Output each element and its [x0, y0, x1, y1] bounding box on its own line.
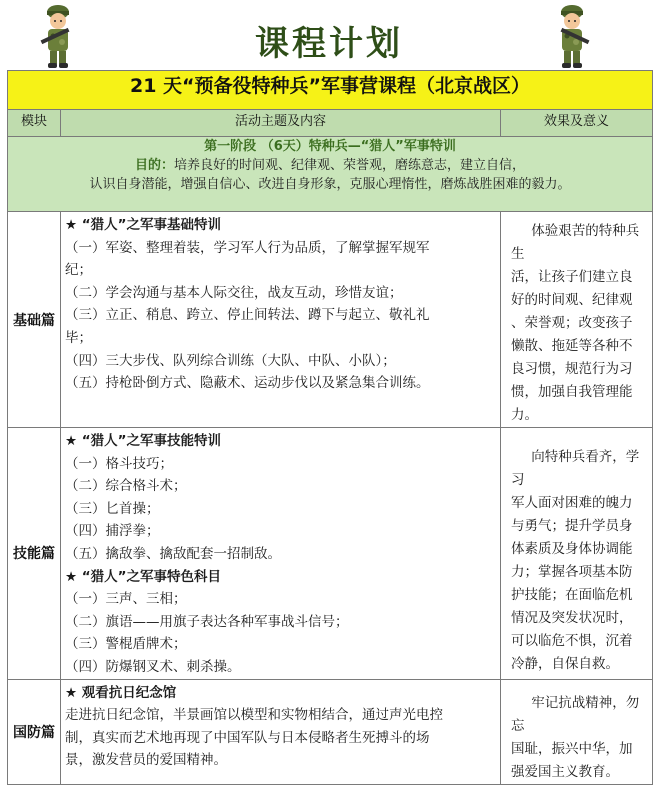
- effect-line: 、荣誉观；改变孩子: [511, 315, 633, 331]
- content-line: 毕；: [65, 329, 92, 346]
- effect-line: 力。: [511, 407, 538, 423]
- content-line: （二）学会沟通与基本人际交往，战友互动，珍惜友谊；: [65, 284, 403, 301]
- stage-row: [8, 137, 653, 212]
- table-row-skills: [8, 428, 653, 680]
- section-heading: ★ “猎人”之军事特色科目: [65, 568, 222, 585]
- column-header-effect: 效果及意义: [501, 110, 653, 137]
- content-line: （五）擒敌拳、擒敌配套一招制敌。: [65, 545, 281, 562]
- goal-text: 培养良好的时间观、纪律观、荣誉观，磨练意志，建立自信，: [174, 158, 526, 173]
- effect-line: 牢记抗战精神，勿忘: [511, 694, 640, 734]
- content-line: （一）三声、三相；: [65, 591, 187, 608]
- effect-cell: [501, 679, 653, 784]
- table-title: 21 天“预备役特种兵”军事营课程（北京战区）: [8, 71, 653, 110]
- table-row-basic: [8, 212, 653, 428]
- content-line: （二）旗语——用旗子表达各种军事战斗信号；: [65, 613, 349, 630]
- effect-cell: [501, 428, 653, 680]
- content-line: （一）军姿、整理着装，学习军人行为品质，了解掌握军规军: [65, 239, 430, 256]
- content-cell: [61, 212, 501, 428]
- effect-line: 体验艰苦的特种兵生: [511, 223, 640, 262]
- content-line: 走进抗日纪念馆，半景画馆以模型和实物相结合，通过声光电控: [65, 707, 443, 724]
- header: [0, 0, 658, 70]
- soldier-icon: [550, 2, 594, 70]
- course-table: [7, 70, 653, 785]
- content-line: （四）三大步伐、队列综合训练（大队、中队、小队）；: [65, 352, 396, 369]
- effect-line: 军人面对困难的魄力: [511, 495, 633, 511]
- stage-title: 第一阶段 （6天）特种兵—“猎人”军事特训: [204, 139, 456, 154]
- effect-line: 力；掌握各项基本防: [511, 564, 633, 580]
- effect-line: 强爱国主义教育。: [511, 763, 619, 780]
- module-label: 国防篇: [8, 679, 61, 784]
- effect-line: 良习惯，规范行为习: [511, 361, 633, 377]
- effect-line: 与勇气；提升学员身: [511, 518, 633, 534]
- effect-line: 体素质及身体协调能: [511, 541, 633, 557]
- goal-label: 目的：: [134, 158, 174, 173]
- column-header-row: [8, 110, 653, 137]
- content-cell: [61, 679, 501, 784]
- effect-line: 懒散、拖延等各种不: [511, 338, 633, 354]
- effect-line: 可以临危不惧，沉着: [511, 633, 633, 649]
- section-heading: ★ “猎人”之军事技能特训: [65, 433, 222, 449]
- effect-line: 国耻，振兴中华，加: [511, 740, 633, 757]
- column-header-module: 模块: [8, 110, 61, 137]
- section-heading: ★ “猎人”之军事基础特训: [65, 217, 222, 233]
- table-title-row: [8, 71, 653, 110]
- stage-goal-line1: [8, 156, 652, 175]
- section-heading: ★ 观看抗日纪念馆: [65, 684, 177, 701]
- effect-cell: [501, 212, 653, 428]
- module-label: 基础篇: [8, 212, 61, 428]
- effect-line: 活，让孩子们建立良: [511, 269, 633, 285]
- content-line: 纪；: [65, 262, 92, 279]
- content-line: （三）警棍盾牌术；: [65, 636, 187, 653]
- stage-cell: [8, 137, 653, 212]
- content-line: 景，激发营员的爱国精神。: [65, 752, 227, 769]
- content-line: （二）综合格斗术；: [65, 478, 187, 495]
- content-line: 制，真实而艺术地再现了中国军队与日本侵略者生死搏斗的场: [65, 729, 430, 746]
- effect-line: 护技能；在面临危机: [511, 587, 633, 603]
- effect-line: 好的时间观、纪律观: [511, 292, 633, 308]
- content-line: （四）防爆钢叉术、刺杀操。: [65, 658, 241, 675]
- content-line: （五）持枪卧倒方式、隐蔽术、运动步伐以及紧急集合训练。: [65, 375, 430, 392]
- table-row-defense: [8, 679, 653, 784]
- content-cell: [61, 428, 501, 680]
- stage-goal-line2: 认识自身潜能，增强自信心、改进自身形象，克服心理惰性，磨炼战胜困难的毅力。: [89, 177, 571, 192]
- content-line: （四）捕浮拳；: [65, 523, 160, 540]
- content-line: （三）匕首操；: [65, 500, 160, 517]
- content-line: （三）立正、稍息、跨立、停止间转法、蹲下与起立、敬礼礼: [65, 307, 430, 324]
- effect-line: 惯，加强自我管理能: [511, 384, 633, 400]
- module-label: 技能篇: [8, 428, 61, 680]
- effect-line: 情况及突发状况时，: [511, 610, 633, 626]
- column-header-content: 活动主题及内容: [61, 110, 501, 137]
- effect-line: 冷静，自保自救。: [511, 656, 619, 672]
- content-line: （一）格斗技巧；: [65, 455, 173, 472]
- effect-line: 向特种兵看齐，学习: [511, 449, 640, 488]
- page-title: 课程计划: [255, 24, 403, 64]
